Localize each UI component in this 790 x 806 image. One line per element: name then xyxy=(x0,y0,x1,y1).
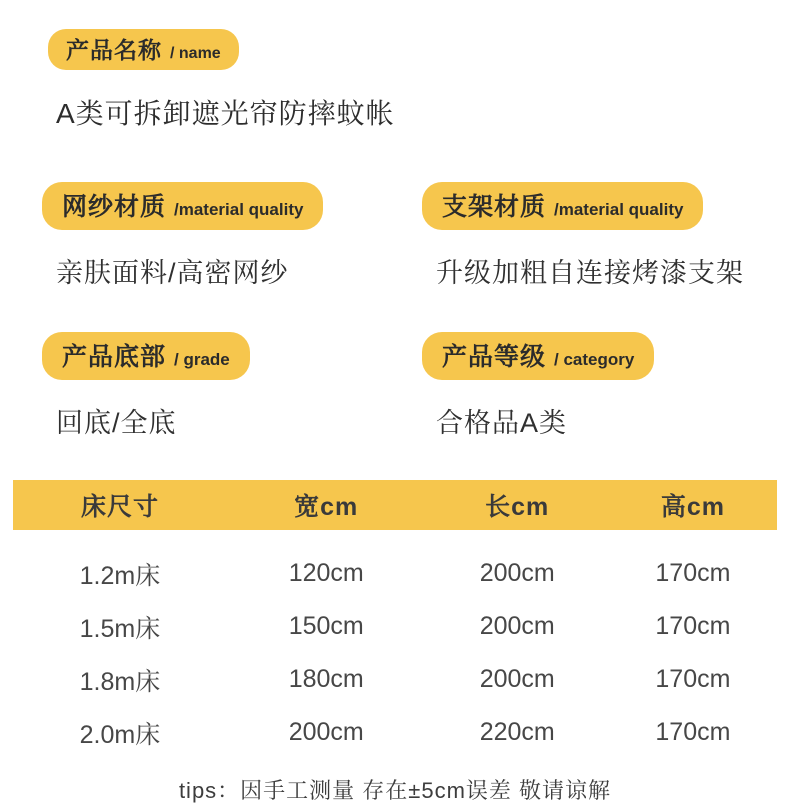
section-bottom-grade xyxy=(0,332,790,440)
product-spec-page xyxy=(0,29,790,806)
section-materials xyxy=(0,182,790,290)
mesh-material-value: 亲肤面料/高密网纱 xyxy=(56,258,289,288)
product-grade-block xyxy=(422,332,790,440)
table-row xyxy=(13,653,777,706)
table-cell: 170cm xyxy=(655,665,731,693)
bracket-material-value: 升级加粗自连接烤漆支架 xyxy=(436,258,744,288)
badge-label-en: /material quality xyxy=(174,200,304,219)
table-cell: 200cm xyxy=(288,718,364,746)
badge-label-zh: 支架材质 xyxy=(442,193,547,221)
product-bottom-block xyxy=(42,332,422,440)
table-cell: 170cm xyxy=(655,559,731,587)
measurement-tips: tips：因手工测量 存在±5cm误差 敬请谅解 xyxy=(178,778,612,803)
product-bottom-badge xyxy=(42,332,250,380)
table-cell: 1.8m床 xyxy=(79,667,161,696)
product-grade-value: 合格品A类 xyxy=(436,408,568,438)
table-cell: 220cm xyxy=(479,718,555,746)
badge-label-zh: 产品名称 xyxy=(66,37,162,63)
table-cell: 1.2m床 xyxy=(79,561,161,590)
table-row xyxy=(13,706,777,759)
table-cell: 170cm xyxy=(655,718,731,746)
bracket-material-badge xyxy=(422,182,703,230)
badge-label-zh: 产品等级 xyxy=(442,343,547,371)
size-table xyxy=(13,480,777,759)
table-row xyxy=(13,600,777,653)
table-cell: 1.5m床 xyxy=(79,614,161,643)
table-cell: 120cm xyxy=(288,559,364,587)
size-table-header xyxy=(13,480,777,530)
badge-label-en: /material quality xyxy=(554,200,684,219)
bracket-material-block xyxy=(422,182,790,290)
product-name-badge xyxy=(48,29,239,70)
badge-label-zh: 网纱材质 xyxy=(62,193,167,221)
column-header-bed-size: 床尺寸 xyxy=(80,493,159,521)
table-cell: 170cm xyxy=(655,612,731,640)
mesh-material-block xyxy=(42,182,422,290)
column-header-width: 宽cm xyxy=(294,493,359,521)
badge-label-en: / grade xyxy=(174,350,230,369)
table-cell: 180cm xyxy=(288,665,364,693)
table-cell: 150cm xyxy=(288,612,364,640)
table-cell: 200cm xyxy=(479,665,555,693)
section-product-name xyxy=(48,29,790,70)
product-bottom-value: 回底/全底 xyxy=(56,408,177,438)
badge-label-en: / category xyxy=(554,350,635,369)
table-cell: 2.0m床 xyxy=(79,720,161,749)
column-header-length: 长cm xyxy=(485,493,550,521)
badge-label-zh: 产品底部 xyxy=(62,343,167,371)
table-cell: 200cm xyxy=(479,559,555,587)
product-title: A类可拆卸遮光帘防摔蚊帐 xyxy=(56,98,395,129)
size-table-body xyxy=(13,530,777,759)
product-grade-badge xyxy=(422,332,654,380)
badge-label-en: / name xyxy=(170,45,221,62)
mesh-material-badge xyxy=(42,182,323,230)
column-header-height: 高cm xyxy=(660,493,725,521)
table-row xyxy=(13,547,777,600)
table-cell: 200cm xyxy=(479,612,555,640)
